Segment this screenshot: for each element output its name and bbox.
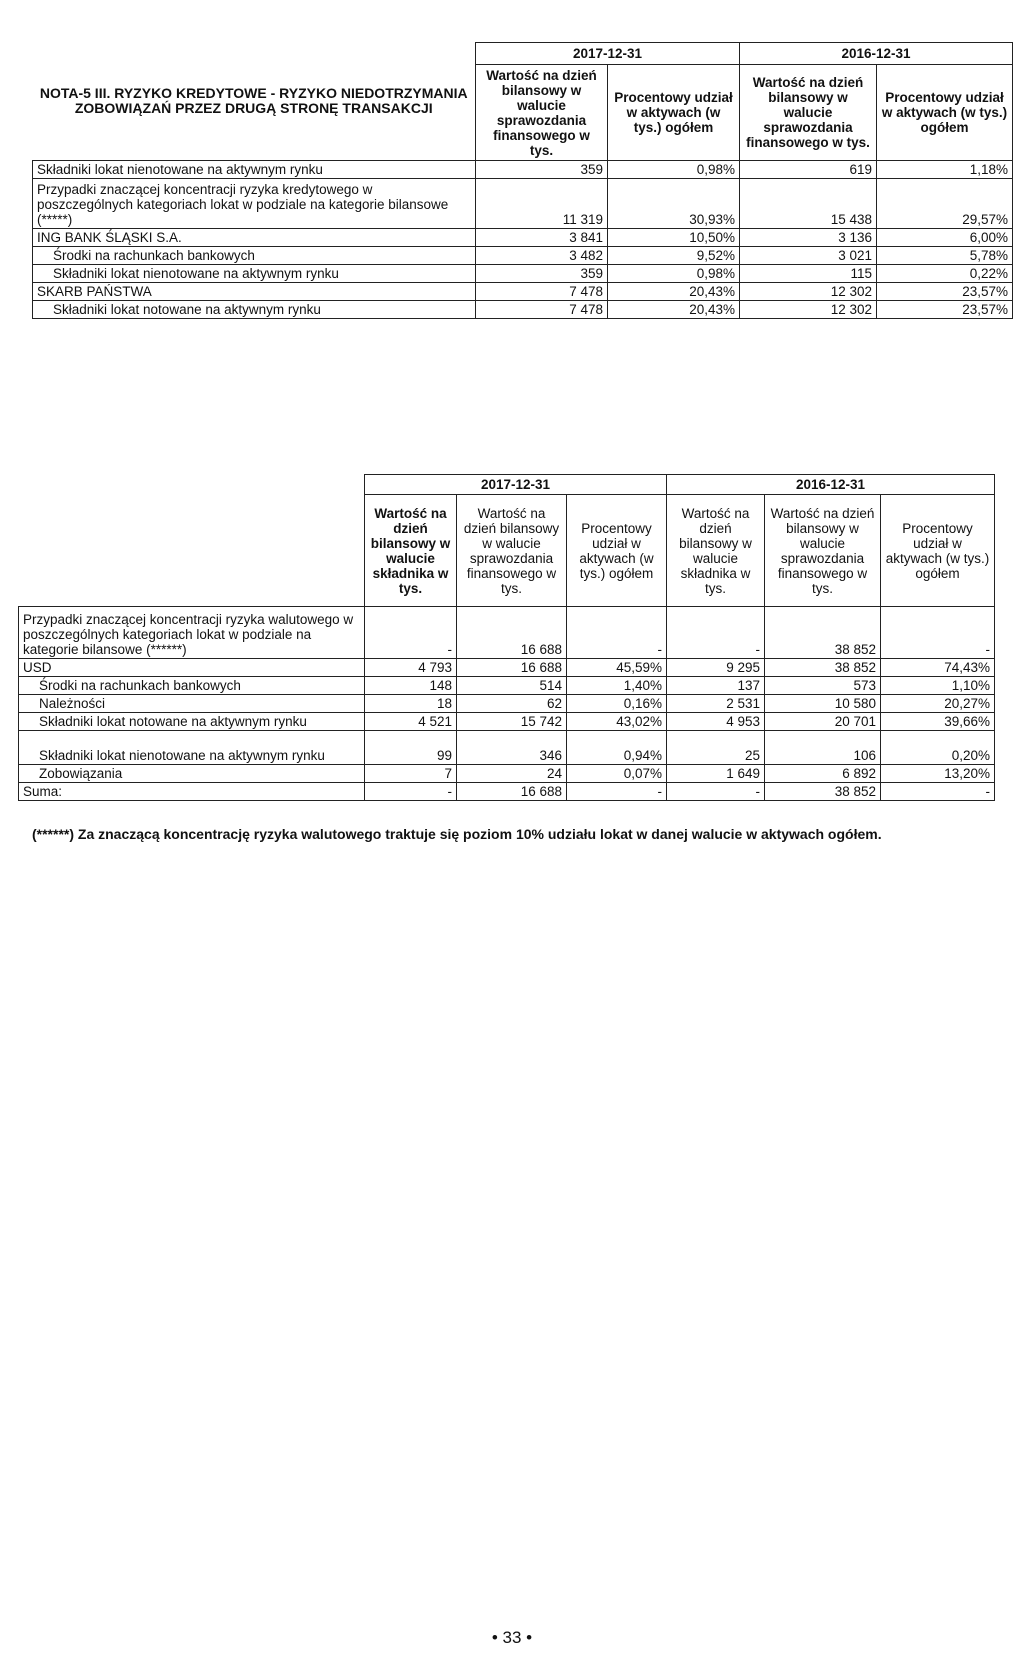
- row-label: Środki na rachunkach bankowych: [33, 247, 476, 265]
- table-row: [33, 229, 1013, 247]
- cell-value: 24: [457, 765, 567, 783]
- table2-year-2016: 2016-12-31: [667, 475, 995, 495]
- cell-value: 7 478: [476, 301, 608, 319]
- cell-value: 137: [667, 677, 765, 695]
- cell-percent: 20,43%: [608, 283, 740, 301]
- cell-percent: 43,02%: [567, 713, 667, 731]
- table-row: [19, 677, 995, 695]
- table-row: [19, 731, 995, 765]
- table-row: [33, 265, 1013, 283]
- cell-percent: 9,52%: [608, 247, 740, 265]
- cell-value: 10 580: [765, 695, 881, 713]
- table-row: [19, 765, 995, 783]
- cell-value: 16 688: [457, 607, 567, 659]
- table2-col-comp-2017: Wartość na dzień bilansowy w walucie składnika w tys.: [365, 495, 457, 607]
- table-row: [33, 301, 1013, 319]
- cell-value: -: [667, 783, 765, 801]
- cell-value: 3 482: [476, 247, 608, 265]
- table1-col-value-2017: Wartość na dzień bilansowy w walucie sprawozdania finansowego w tys.: [476, 65, 608, 161]
- cell-percent: 20,43%: [608, 301, 740, 319]
- cell-percent: 13,20%: [881, 765, 995, 783]
- cell-percent: 0,94%: [567, 731, 667, 765]
- page-number: • 33 •: [491, 1628, 533, 1647]
- cell-value: 2 531: [667, 695, 765, 713]
- cell-percent: 1,10%: [881, 677, 995, 695]
- cell-percent: 29,57%: [877, 179, 1013, 229]
- cell-value: 16 688: [457, 783, 567, 801]
- cell-percent: -: [881, 783, 995, 801]
- cell-value: 18: [365, 695, 457, 713]
- table2-col-rep-2016: Wartość na dzień bilansowy w walucie sprawozdania finansowego w tys.: [765, 495, 881, 607]
- cell-value: 3 841: [476, 229, 608, 247]
- cell-value: 148: [365, 677, 457, 695]
- currency-risk-table: [18, 474, 995, 801]
- row-label: ING BANK ŚLĄSKI S.A.: [33, 229, 476, 247]
- cell-value: 1 649: [667, 765, 765, 783]
- table-row: [33, 247, 1013, 265]
- cell-value: 38 852: [765, 607, 881, 659]
- table-row: [19, 695, 995, 713]
- row-label: Składniki lokat nienotowane na aktywnym rynku: [33, 265, 476, 283]
- cell-value: -: [365, 607, 457, 659]
- cell-value: 6 892: [765, 765, 881, 783]
- row-label: Przypadki znaczącej koncentracji ryzyka kredytowego w poszczególnych kategoriach lokat w podziale na kategorie bilansowe (*****): [33, 179, 476, 229]
- cell-percent: 20,27%: [881, 695, 995, 713]
- cell-value: 359: [476, 161, 608, 179]
- cell-value: -: [667, 607, 765, 659]
- table-row: [33, 283, 1013, 301]
- cell-value: 4 953: [667, 713, 765, 731]
- cell-value: 359: [476, 265, 608, 283]
- cell-value: 4 521: [365, 713, 457, 731]
- cell-value: 514: [457, 677, 567, 695]
- cell-value: 38 852: [765, 659, 881, 677]
- footnote: (******) Za znaczącą koncentrację ryzyka walutowego traktuje się poziom 10% udziału lokat w danej walucie w aktywach ogółem.: [32, 826, 882, 842]
- cell-value: 12 302: [740, 283, 877, 301]
- table-row: [19, 783, 995, 801]
- table1-year-2017: 2017-12-31: [476, 43, 740, 65]
- row-label: Składniki lokat nienotowane na aktywnym rynku: [33, 161, 476, 179]
- table1-col-pct-2016: Procentowy udział w aktywach (w tys.) ogółem: [877, 65, 1013, 161]
- row-label: Przypadki znaczącej koncentracji ryzyka walutowego w poszczególnych kategoriach lokat w podziale na kategorie bilansowe (******): [19, 607, 365, 659]
- cell-percent: 0,07%: [567, 765, 667, 783]
- row-label: Składniki lokat notowane na aktywnym rynku: [19, 713, 365, 731]
- row-label: Należności: [19, 695, 365, 713]
- table-row: [33, 179, 1013, 229]
- table2-col-pct-2016: Procentowy udział w aktywach (w tys.) ogółem: [881, 495, 995, 607]
- cell-value: 38 852: [765, 783, 881, 801]
- table1-year-2016: 2016-12-31: [740, 43, 1013, 65]
- cell-value: 619: [740, 161, 877, 179]
- cell-percent: 39,66%: [881, 713, 995, 731]
- cell-percent: 10,50%: [608, 229, 740, 247]
- table2-header-blank: [19, 475, 365, 607]
- table1-title: NOTA-5 III. RYZYKO KREDYTOWE - RYZYKO NIEDOTRZYMANIA ZOBOWIĄZAŃ PRZEZ DRUGĄ STRONĘ TRANSAKCJI: [33, 43, 476, 161]
- cell-value: 25: [667, 731, 765, 765]
- row-label: Środki na rachunkach bankowych: [19, 677, 365, 695]
- cell-percent: 0,20%: [881, 731, 995, 765]
- cell-value: 16 688: [457, 659, 567, 677]
- table-row: [19, 607, 995, 659]
- cell-value: 115: [740, 265, 877, 283]
- cell-percent: 30,93%: [608, 179, 740, 229]
- table2-col-comp-2016: Wartość na dzień bilansowy w walucie składnika w tys.: [667, 495, 765, 607]
- row-label: Suma:: [19, 783, 365, 801]
- cell-value: 20 701: [765, 713, 881, 731]
- cell-percent: 6,00%: [877, 229, 1013, 247]
- row-label: Zobowiązania: [19, 765, 365, 783]
- cell-value: 12 302: [740, 301, 877, 319]
- cell-value: 106: [765, 731, 881, 765]
- table2-col-pct-2017: Procentowy udział w aktywach (w tys.) ogółem: [567, 495, 667, 607]
- cell-percent: 45,59%: [567, 659, 667, 677]
- cell-percent: 0,16%: [567, 695, 667, 713]
- cell-percent: -: [881, 607, 995, 659]
- table1-col-value-2016: Wartość na dzień bilansowy w walucie sprawozdania finansowego w tys.: [740, 65, 877, 161]
- cell-value: 3 021: [740, 247, 877, 265]
- cell-percent: 0,98%: [608, 161, 740, 179]
- cell-value: 62: [457, 695, 567, 713]
- cell-value: 15 438: [740, 179, 877, 229]
- table1-col-pct-2017: Procentowy udział w aktywach (w tys.) ogółem: [608, 65, 740, 161]
- table-row: [19, 713, 995, 731]
- row-label: SKARB PAŃSTWA: [33, 283, 476, 301]
- cell-value: -: [365, 783, 457, 801]
- cell-value: 3 136: [740, 229, 877, 247]
- cell-value: 99: [365, 731, 457, 765]
- table2-year-2017: 2017-12-31: [365, 475, 667, 495]
- cell-value: 15 742: [457, 713, 567, 731]
- row-label: Składniki lokat nienotowane na aktywnym rynku: [19, 731, 365, 765]
- cell-percent: 23,57%: [877, 301, 1013, 319]
- cell-percent: 1,18%: [877, 161, 1013, 179]
- cell-percent: 74,43%: [881, 659, 995, 677]
- cell-value: 573: [765, 677, 881, 695]
- cell-percent: 0,22%: [877, 265, 1013, 283]
- cell-percent: -: [567, 783, 667, 801]
- cell-percent: 5,78%: [877, 247, 1013, 265]
- cell-percent: 23,57%: [877, 283, 1013, 301]
- cell-percent: 1,40%: [567, 677, 667, 695]
- table-row: [33, 161, 1013, 179]
- cell-percent: 0,98%: [608, 265, 740, 283]
- row-label: USD: [19, 659, 365, 677]
- table2-col-rep-2017: Wartość na dzień bilansowy w walucie sprawozdania finansowego w tys.: [457, 495, 567, 607]
- cell-value: 7 478: [476, 283, 608, 301]
- cell-value: 7: [365, 765, 457, 783]
- cell-value: 9 295: [667, 659, 765, 677]
- cell-value: 11 319: [476, 179, 608, 229]
- cell-value: 4 793: [365, 659, 457, 677]
- cell-percent: -: [567, 607, 667, 659]
- row-label: Składniki lokat notowane na aktywnym rynku: [33, 301, 476, 319]
- cell-value: 346: [457, 731, 567, 765]
- table-row: [19, 659, 995, 677]
- credit-risk-table: [32, 42, 1013, 319]
